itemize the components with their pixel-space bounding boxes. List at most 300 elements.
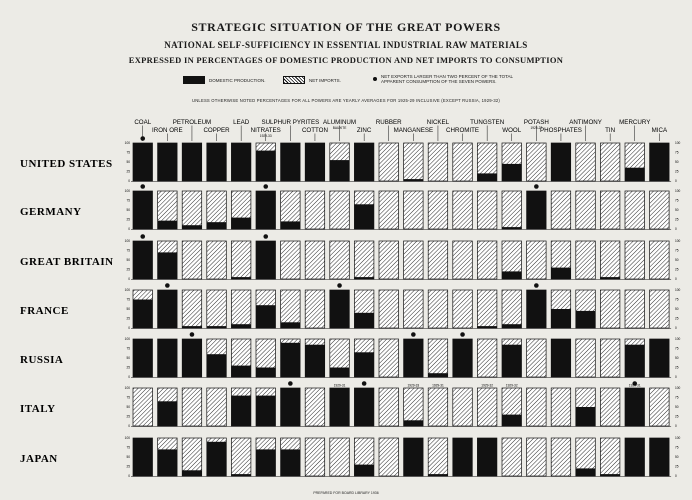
import-bar xyxy=(379,191,399,229)
import-bar xyxy=(330,191,350,229)
domestic-bar xyxy=(281,449,301,476)
net-export-dot xyxy=(534,184,539,189)
domestic-bar xyxy=(502,415,522,426)
import-bar xyxy=(428,339,448,377)
import-bar xyxy=(428,191,448,229)
y-tick-label: 100 xyxy=(124,337,130,341)
y-tick-label: 0 xyxy=(675,326,677,330)
y-tick-label: 25 xyxy=(126,316,130,321)
y-tick-label: 0 xyxy=(128,227,130,231)
country-row xyxy=(20,184,681,231)
domestic-bar xyxy=(231,366,251,377)
import-bar xyxy=(551,438,571,476)
import-bar xyxy=(182,290,202,328)
import-bar xyxy=(600,241,620,279)
material-label: PETROLEUM xyxy=(172,119,212,126)
domestic-bar xyxy=(502,227,522,229)
y-tick-label: 50 xyxy=(126,455,130,459)
import-bar xyxy=(576,143,596,181)
domestic-bar xyxy=(182,339,202,377)
y-tick-label: 75 xyxy=(126,198,130,203)
domestic-bar xyxy=(281,322,301,328)
country-row xyxy=(20,381,681,428)
y-tick-label: 0 xyxy=(128,424,130,428)
import-bar xyxy=(404,290,424,328)
period-annotation: 1929-32 xyxy=(505,383,518,388)
country-row xyxy=(20,436,681,478)
y-tick-label: 50 xyxy=(126,356,130,360)
y-tick-label: 100 xyxy=(124,189,130,193)
country-row xyxy=(20,283,681,330)
domestic-bar xyxy=(354,204,374,229)
y-tick-label: 25 xyxy=(675,365,679,370)
domestic-bar xyxy=(576,407,596,426)
y-tick-label: 25 xyxy=(126,169,130,174)
y-tick-label: 0 xyxy=(675,474,677,478)
material-label: IRON ORE xyxy=(152,127,183,134)
import-bar xyxy=(379,143,399,181)
domestic-bar xyxy=(133,339,153,377)
y-tick-label: 75 xyxy=(126,150,130,155)
domestic-bar xyxy=(527,191,547,229)
net-export-dot xyxy=(140,136,145,141)
y-tick-label: 50 xyxy=(675,208,679,212)
domestic-bar xyxy=(158,339,178,377)
country-label: GERMANY xyxy=(20,206,82,218)
domestic-bar xyxy=(625,168,645,181)
import-bar xyxy=(600,339,620,377)
y-tick-label: 25 xyxy=(675,316,679,321)
domestic-bar xyxy=(182,326,202,328)
y-tick-label: 75 xyxy=(126,346,130,351)
domestic-bar xyxy=(576,468,596,476)
material-label: WOOL xyxy=(502,127,522,134)
y-tick-label: 75 xyxy=(675,445,679,450)
domestic-bar xyxy=(354,465,374,476)
domestic-bar xyxy=(404,438,424,476)
material-label: CHROMITE xyxy=(446,127,480,134)
import-bar xyxy=(502,191,522,229)
domestic-bar xyxy=(551,143,571,181)
net-export-dot xyxy=(337,283,342,288)
legend-imports: NET IMPORTS. xyxy=(283,76,341,84)
import-bar xyxy=(477,241,497,279)
domestic-bar xyxy=(551,309,571,328)
domestic-bar xyxy=(625,388,645,426)
material-label: LEAD xyxy=(233,119,250,126)
y-tick-label: 50 xyxy=(126,208,130,212)
domestic-bar xyxy=(477,173,497,181)
domestic-bar xyxy=(650,143,670,181)
import-bar xyxy=(379,388,399,426)
import-bar xyxy=(305,388,325,426)
material-note: 1929-33 xyxy=(259,133,272,138)
y-tick-label: 100 xyxy=(675,386,681,390)
y-tick-label: 25 xyxy=(126,217,130,222)
import-bar xyxy=(650,191,670,229)
import-bar xyxy=(428,438,448,476)
y-tick-label: 75 xyxy=(675,297,679,302)
domestic-bar xyxy=(404,339,424,377)
y-tick-label: 0 xyxy=(675,179,677,183)
domestic-bar xyxy=(650,339,670,377)
domestic-bar xyxy=(133,191,153,229)
y-tick-label: 100 xyxy=(675,337,681,341)
net-export-dot xyxy=(165,283,170,288)
domestic-bar xyxy=(330,368,350,378)
y-tick-label: 100 xyxy=(124,239,130,243)
import-bar xyxy=(453,191,473,229)
net-export-dot xyxy=(534,283,539,288)
domestic-bar xyxy=(231,277,251,279)
period-annotation: 1929-31 xyxy=(432,383,444,388)
domestic-bar xyxy=(281,143,301,181)
country-label: ITALY xyxy=(20,403,56,415)
domestic-bar xyxy=(625,438,645,476)
y-tick-label: 100 xyxy=(124,386,130,390)
import-bar xyxy=(576,241,596,279)
page-subtitle-2: EXPRESSED IN PERCENTAGES OF DOMESTIC PRODUCTION AND NET IMPORTS TO CONSUMPTION xyxy=(128,55,564,65)
import-bar xyxy=(600,438,620,476)
import-bar xyxy=(576,191,596,229)
legend-exports: NET EXPORTS LARGER THAN TWO PERCENT OF THE TOTAL APPARENT CONSUMPTION OF THE SEVEN POWERS. xyxy=(373,74,543,84)
import-bar xyxy=(428,241,448,279)
material-label: RUBBER xyxy=(375,119,402,126)
domestic-bar xyxy=(281,343,301,377)
domestic-bar xyxy=(256,368,276,378)
domestic-bar xyxy=(158,290,178,328)
domestic-bar xyxy=(625,345,645,377)
import-bar xyxy=(182,241,202,279)
domestic-bar xyxy=(600,474,620,476)
import-bar xyxy=(379,339,399,377)
material-label: COPPER xyxy=(203,127,230,134)
import-bar xyxy=(231,290,251,328)
domestic-bar xyxy=(182,470,202,476)
domestic-bar xyxy=(207,442,227,476)
y-tick-label: 100 xyxy=(675,288,681,292)
period-annotation: 1929-31 xyxy=(333,383,346,388)
import-bar xyxy=(404,143,424,181)
domestic-bar xyxy=(650,438,670,476)
domestic-bar xyxy=(477,438,497,476)
domestic-bar xyxy=(158,252,178,279)
import-bar xyxy=(207,241,227,279)
domestic-bar xyxy=(502,164,522,181)
import-bar xyxy=(354,241,374,279)
footnote: PREPARED FOR BOARD LIBRARY 1936 xyxy=(313,491,379,495)
import-bar xyxy=(305,191,325,229)
domestic-bar xyxy=(158,143,178,181)
material-label: ALUMINUM xyxy=(323,119,357,126)
net-export-dot xyxy=(263,184,268,189)
net-export-dot xyxy=(460,332,465,337)
country-label: RUSSIA xyxy=(20,354,64,366)
material-label: TUNGSTEN xyxy=(470,119,505,126)
domestic-bar xyxy=(207,326,227,328)
domestic-bar xyxy=(231,218,251,229)
domestic-bar xyxy=(133,438,153,476)
import-bar xyxy=(305,241,325,279)
import-bar xyxy=(428,290,448,328)
domestic-bar xyxy=(551,339,571,377)
y-tick-label: 25 xyxy=(675,267,679,272)
import-bar xyxy=(379,241,399,279)
country-label: UNITED STATES xyxy=(20,158,113,170)
import-bar xyxy=(527,241,547,279)
y-tick-label: 75 xyxy=(126,395,130,400)
domestic-bar xyxy=(182,143,202,181)
y-tick-label: 50 xyxy=(675,356,679,360)
domestic-bar xyxy=(354,388,374,426)
import-bar xyxy=(428,388,448,426)
domestic-bar xyxy=(354,277,374,279)
import-bar xyxy=(625,191,645,229)
material-label: NICKEL xyxy=(426,119,450,126)
y-tick-label: 50 xyxy=(675,160,679,164)
material-label: COTTON xyxy=(301,127,328,134)
net-export-dot xyxy=(288,381,293,386)
y-tick-label: 100 xyxy=(675,141,681,145)
domestic-bar xyxy=(133,241,153,279)
y-tick-label: 50 xyxy=(675,258,679,262)
domestic-bar xyxy=(158,221,178,229)
domestic-bar xyxy=(305,345,325,377)
y-tick-label: 0 xyxy=(128,277,130,281)
import-bar xyxy=(477,339,497,377)
domestic-bar xyxy=(158,401,178,426)
y-tick-label: 25 xyxy=(675,217,679,222)
y-tick-label: 25 xyxy=(126,414,130,419)
domestic-bar xyxy=(281,221,301,229)
import-bar xyxy=(404,241,424,279)
domestic-bar xyxy=(404,179,424,181)
material-label: MANGANESE xyxy=(393,127,434,134)
net-export-dot xyxy=(362,381,367,386)
net-export-dot xyxy=(140,234,145,239)
domestic-bar xyxy=(231,324,251,328)
domestic-bar xyxy=(305,143,325,181)
y-tick-label: 50 xyxy=(126,307,130,311)
domestic-bar xyxy=(551,268,571,279)
y-tick-label: 75 xyxy=(675,346,679,351)
y-tick-label: 25 xyxy=(126,267,130,272)
y-tick-label: 100 xyxy=(124,141,130,145)
material-label: ZINC xyxy=(356,127,372,134)
y-tick-label: 75 xyxy=(126,297,130,302)
material-note: BAUXITE xyxy=(332,125,347,130)
y-tick-label: 0 xyxy=(128,474,130,478)
net-export-dot xyxy=(190,332,195,337)
material-label: NITRATES xyxy=(250,127,281,134)
y-tick-label: 75 xyxy=(675,395,679,400)
y-tick-label: 100 xyxy=(124,288,130,292)
material-label: POTASH xyxy=(523,119,549,126)
y-tick-label: 25 xyxy=(675,414,679,419)
import-bar xyxy=(453,290,473,328)
domestic-bar xyxy=(256,241,276,279)
domestic-bar xyxy=(256,396,276,426)
country-row xyxy=(20,332,681,379)
import-bar xyxy=(502,438,522,476)
import-bar xyxy=(133,388,153,426)
import-bar xyxy=(625,290,645,328)
import-bar xyxy=(477,290,497,328)
domestic-bar xyxy=(330,290,350,328)
domestic-bar xyxy=(256,151,276,181)
domestic-bar xyxy=(330,388,350,426)
period-annotation: 1929-33 xyxy=(407,383,420,388)
import-bar xyxy=(527,388,547,426)
domestic-bar xyxy=(330,160,350,181)
y-tick-label: 100 xyxy=(675,189,681,193)
import-bar xyxy=(600,143,620,181)
import-bar xyxy=(527,339,547,377)
material-label: PHOSPHATES xyxy=(540,127,582,134)
import-bar xyxy=(600,388,620,426)
material-label: ANTIMONY xyxy=(569,119,602,126)
y-tick-label: 50 xyxy=(675,405,679,409)
domestic-bar xyxy=(207,222,227,229)
import-bar xyxy=(477,388,497,426)
y-tick-label: 50 xyxy=(675,307,679,311)
import-bar xyxy=(379,438,399,476)
y-tick-label: 75 xyxy=(675,248,679,253)
domestic-bar xyxy=(231,143,251,181)
import-bar xyxy=(650,290,670,328)
y-tick-label: 0 xyxy=(675,375,677,379)
domestic-bar xyxy=(354,313,374,328)
y-tick-label: 0 xyxy=(128,179,130,183)
page-title: STRATEGIC SITUATION OF THE GREAT POWERS xyxy=(191,20,501,34)
domestic-bar xyxy=(133,143,153,181)
import-bar xyxy=(182,191,202,229)
import-bar xyxy=(551,388,571,426)
import-bar xyxy=(600,191,620,229)
domestic-bar xyxy=(477,326,497,328)
domestic-bar xyxy=(182,225,202,229)
y-tick-label: 50 xyxy=(675,455,679,459)
import-bar xyxy=(551,191,571,229)
y-tick-label: 50 xyxy=(126,258,130,262)
material-label: MERCURY xyxy=(619,119,651,126)
y-tick-label: 0 xyxy=(675,424,677,428)
domestic-bar xyxy=(428,474,448,476)
y-tick-label: 100 xyxy=(675,239,681,243)
import-bar xyxy=(576,339,596,377)
page-subtitle: NATIONAL SELF-SUFFICIENCY IN ESSENTIAL INDUSTRIAL RAW MATERIALS xyxy=(164,40,528,50)
domestic-bar xyxy=(256,305,276,328)
domestic-bar xyxy=(231,396,251,426)
material-label: MICA xyxy=(651,127,668,134)
country-label: FRANCE xyxy=(20,305,69,317)
domestic-bar xyxy=(502,271,522,279)
import-bar xyxy=(600,290,620,328)
country-label: GREAT BRITAIN xyxy=(20,256,114,268)
y-tick-label: 0 xyxy=(128,326,130,330)
y-tick-label: 75 xyxy=(675,150,679,155)
y-tick-label: 25 xyxy=(675,169,679,174)
y-tick-label: 25 xyxy=(675,464,679,469)
domestic-bar xyxy=(231,474,251,476)
import-bar xyxy=(404,191,424,229)
import-bar xyxy=(330,438,350,476)
country-label: JAPAN xyxy=(20,453,58,465)
material-label: TIN xyxy=(605,127,616,134)
import-bar xyxy=(428,143,448,181)
domestic-bar xyxy=(256,191,276,229)
import-bar xyxy=(379,290,399,328)
import-bar xyxy=(207,388,227,426)
import-bar xyxy=(650,388,670,426)
y-tick-label: 50 xyxy=(126,160,130,164)
import-bar xyxy=(207,290,227,328)
domestic-bar xyxy=(354,352,374,377)
material-label: SULPHUR PYRITES xyxy=(261,119,320,126)
material-label: COAL xyxy=(134,119,152,126)
y-tick-label: 100 xyxy=(675,436,681,440)
domestic-bar xyxy=(158,449,178,476)
import-bar xyxy=(281,241,301,279)
y-tick-label: 100 xyxy=(124,436,130,440)
import-bar xyxy=(477,191,497,229)
y-tick-label: 0 xyxy=(128,375,130,379)
y-tick-label: 75 xyxy=(675,198,679,203)
net-export-dot xyxy=(411,332,416,337)
domestic-bar xyxy=(453,339,473,377)
country-row xyxy=(20,234,681,281)
domestic-bar xyxy=(527,290,547,328)
material-note: 1925-27 xyxy=(530,125,543,130)
import-bar xyxy=(305,438,325,476)
import-bar xyxy=(650,241,670,279)
import-bar xyxy=(453,241,473,279)
y-tick-label: 50 xyxy=(126,405,130,409)
domestic-bar xyxy=(256,449,276,476)
import-bar xyxy=(330,241,350,279)
import-bar xyxy=(231,438,251,476)
domestic-bar xyxy=(207,354,227,377)
import-bar xyxy=(305,290,325,328)
y-tick-label: 75 xyxy=(126,445,130,450)
import-bar xyxy=(625,241,645,279)
domestic-bar xyxy=(600,277,620,279)
period-annotation: 1929-31 xyxy=(628,383,641,388)
y-tick-label: 0 xyxy=(675,277,677,281)
import-bar xyxy=(453,143,473,181)
domestic-bar xyxy=(428,373,448,377)
import-bar xyxy=(453,388,473,426)
domestic-bar xyxy=(502,345,522,377)
import-bar xyxy=(502,290,522,328)
y-tick-label: 75 xyxy=(126,248,130,253)
net-export-dot xyxy=(140,184,145,189)
period-note: UNLESS OTHERWISE NOTED PERCENTAGES FOR ALL POWERS ARE YEARLY AVERAGES FOR 1925-29 INCLUSIVE (EXCEPT RUSSIA, 1929-32) xyxy=(191,98,501,103)
y-tick-label: 25 xyxy=(126,464,130,469)
y-tick-label: 25 xyxy=(126,365,130,370)
import-bar xyxy=(182,388,202,426)
import-bar xyxy=(527,143,547,181)
net-export-dot xyxy=(263,234,268,239)
domestic-bar xyxy=(404,420,424,426)
y-tick-label: 0 xyxy=(675,227,677,231)
import-bar xyxy=(231,241,251,279)
domestic-bar xyxy=(453,438,473,476)
period-annotation: 1929-32 xyxy=(481,383,494,388)
domestic-bar xyxy=(576,311,596,328)
domestic-bar xyxy=(502,324,522,328)
domestic-bar xyxy=(133,300,153,329)
